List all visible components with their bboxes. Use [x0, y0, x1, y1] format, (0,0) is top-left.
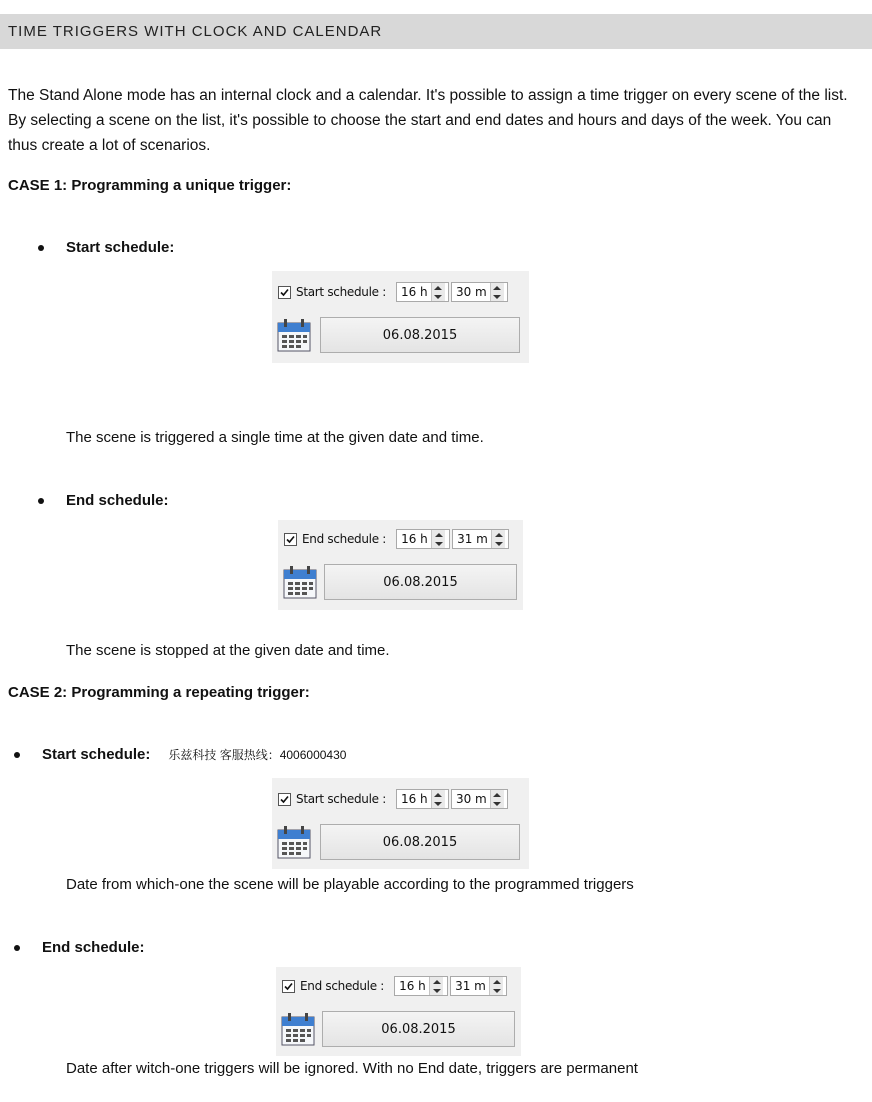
hour-spin-arrows[interactable] [431, 530, 445, 548]
arrow-down-icon[interactable] [434, 295, 442, 299]
schedule-row [284, 528, 511, 550]
hour-value: 16 h [400, 285, 428, 299]
schedule-row [282, 975, 509, 997]
arrow-down-icon[interactable] [435, 542, 443, 546]
hour-spinbox[interactable] [396, 282, 449, 302]
checkmark-icon [279, 287, 290, 298]
arrow-down-icon[interactable] [493, 989, 501, 993]
arrow-up-icon[interactable] [434, 793, 442, 797]
checkmark-icon [285, 534, 296, 545]
minute-spin-arrows[interactable] [490, 283, 504, 301]
bullet-dot [14, 945, 20, 951]
start-schedule-checkbox[interactable] [278, 793, 291, 806]
minute-value: 31 m [457, 532, 488, 546]
arrow-down-icon[interactable] [493, 802, 501, 806]
minute-value: 31 m [455, 979, 486, 993]
hour-value: 16 h [401, 532, 428, 546]
case1-end-schedule-widget [278, 520, 523, 610]
calendar-icon[interactable] [276, 318, 312, 352]
date-button[interactable]: 06.08.2015 [320, 317, 520, 353]
hour-spin-arrows[interactable] [429, 977, 443, 995]
minute-spin-arrows[interactable] [490, 790, 504, 808]
arrow-down-icon[interactable] [433, 989, 441, 993]
hour-spinbox[interactable] [396, 789, 449, 809]
intro-paragraph: The Stand Alone mode has an internal clock and a calendar. It's possible to assign a time trigger on every scene of the list. By selecting a scene on the list, it's possible to choose the start and end dates and hours and days of the week. You can thus create a lot of scenarios. [8, 87, 848, 154]
checkmark-icon [283, 981, 294, 992]
case2-start-description: Date from which-one the scene will be playable according to the programmed triggers [66, 876, 634, 893]
case2-start-schedule-widget [272, 778, 529, 869]
minute-spinbox[interactable] [450, 976, 507, 996]
calendar-icon[interactable] [280, 1012, 316, 1046]
minute-spinbox[interactable] [451, 789, 508, 809]
date-button[interactable]: 06.08.2015 [322, 1011, 515, 1047]
arrow-down-icon[interactable] [434, 802, 442, 806]
case2-title: CASE 2: Programming a repeating trigger: [8, 684, 310, 701]
start-schedule-checkbox[interactable] [278, 286, 291, 299]
arrow-up-icon[interactable] [493, 980, 501, 984]
minute-value: 30 m [455, 285, 487, 299]
date-button[interactable]: 06.08.2015 [324, 564, 517, 600]
schedule-row [278, 281, 510, 303]
schedule-label: End schedule : [302, 532, 387, 546]
schedule-label: End schedule : [300, 979, 385, 993]
case2-start-bullet-label: Start schedule: [42, 746, 151, 763]
bullet-dot [38, 498, 44, 504]
hour-spinbox[interactable] [396, 529, 450, 549]
schedule-label: Start schedule : [296, 792, 386, 806]
case2-end-schedule-widget [276, 967, 521, 1056]
arrow-up-icon[interactable] [493, 793, 501, 797]
minute-spinbox[interactable] [451, 282, 508, 302]
end-schedule-checkbox[interactable] [282, 980, 295, 993]
minute-spin-arrows[interactable] [489, 977, 503, 995]
section-title: TIME TRIGGERS WITH CLOCK AND CALENDAR [0, 14, 872, 49]
minute-value: 30 m [455, 792, 487, 806]
arrow-up-icon[interactable] [433, 980, 441, 984]
arrow-up-icon[interactable] [435, 533, 443, 537]
case1-start-description: The scene is triggered a single time at the given date and time. [66, 429, 484, 446]
case2-start-bullet [14, 746, 346, 763]
arrow-down-icon[interactable] [495, 542, 503, 546]
minute-spin-arrows[interactable] [491, 530, 505, 548]
checkmark-icon [279, 794, 290, 805]
case1-start-bullet-label: Start schedule: [66, 239, 175, 256]
arrow-up-icon[interactable] [493, 286, 501, 290]
bullet-dot [14, 752, 20, 758]
case2-end-bullet-label: End schedule: [42, 939, 145, 956]
hour-value: 16 h [399, 979, 426, 993]
case1-end-bullet [38, 492, 169, 509]
arrow-up-icon[interactable] [434, 286, 442, 290]
end-schedule-checkbox[interactable] [284, 533, 297, 546]
case1-start-schedule-widget [272, 271, 529, 363]
hotline-note: 乐兹科技 客服热线：4006000430 [168, 748, 347, 762]
schedule-row [278, 788, 510, 810]
case1-start-bullet [38, 239, 174, 256]
case2-end-description: Date after witch-one triggers will be ignored. With no End date, triggers are permanent [66, 1060, 638, 1077]
arrow-down-icon[interactable] [493, 295, 501, 299]
calendar-icon[interactable] [282, 565, 318, 599]
arrow-up-icon[interactable] [495, 533, 503, 537]
case1-title: CASE 1: Programming a unique trigger: [8, 177, 292, 194]
case2-end-bullet [14, 939, 145, 956]
case1-end-bullet-label: End schedule: [66, 492, 169, 509]
hour-spin-arrows[interactable] [431, 283, 445, 301]
minute-spinbox[interactable] [452, 529, 509, 549]
hour-value: 16 h [400, 792, 428, 806]
hour-spin-arrows[interactable] [431, 790, 445, 808]
date-button[interactable]: 06.08.2015 [320, 824, 520, 860]
hour-spinbox[interactable] [394, 976, 448, 996]
bullet-dot [38, 245, 44, 251]
schedule-label: Start schedule : [296, 285, 386, 299]
case1-end-description: The scene is stopped at the given date and time. [66, 642, 390, 659]
calendar-icon[interactable] [276, 825, 312, 859]
